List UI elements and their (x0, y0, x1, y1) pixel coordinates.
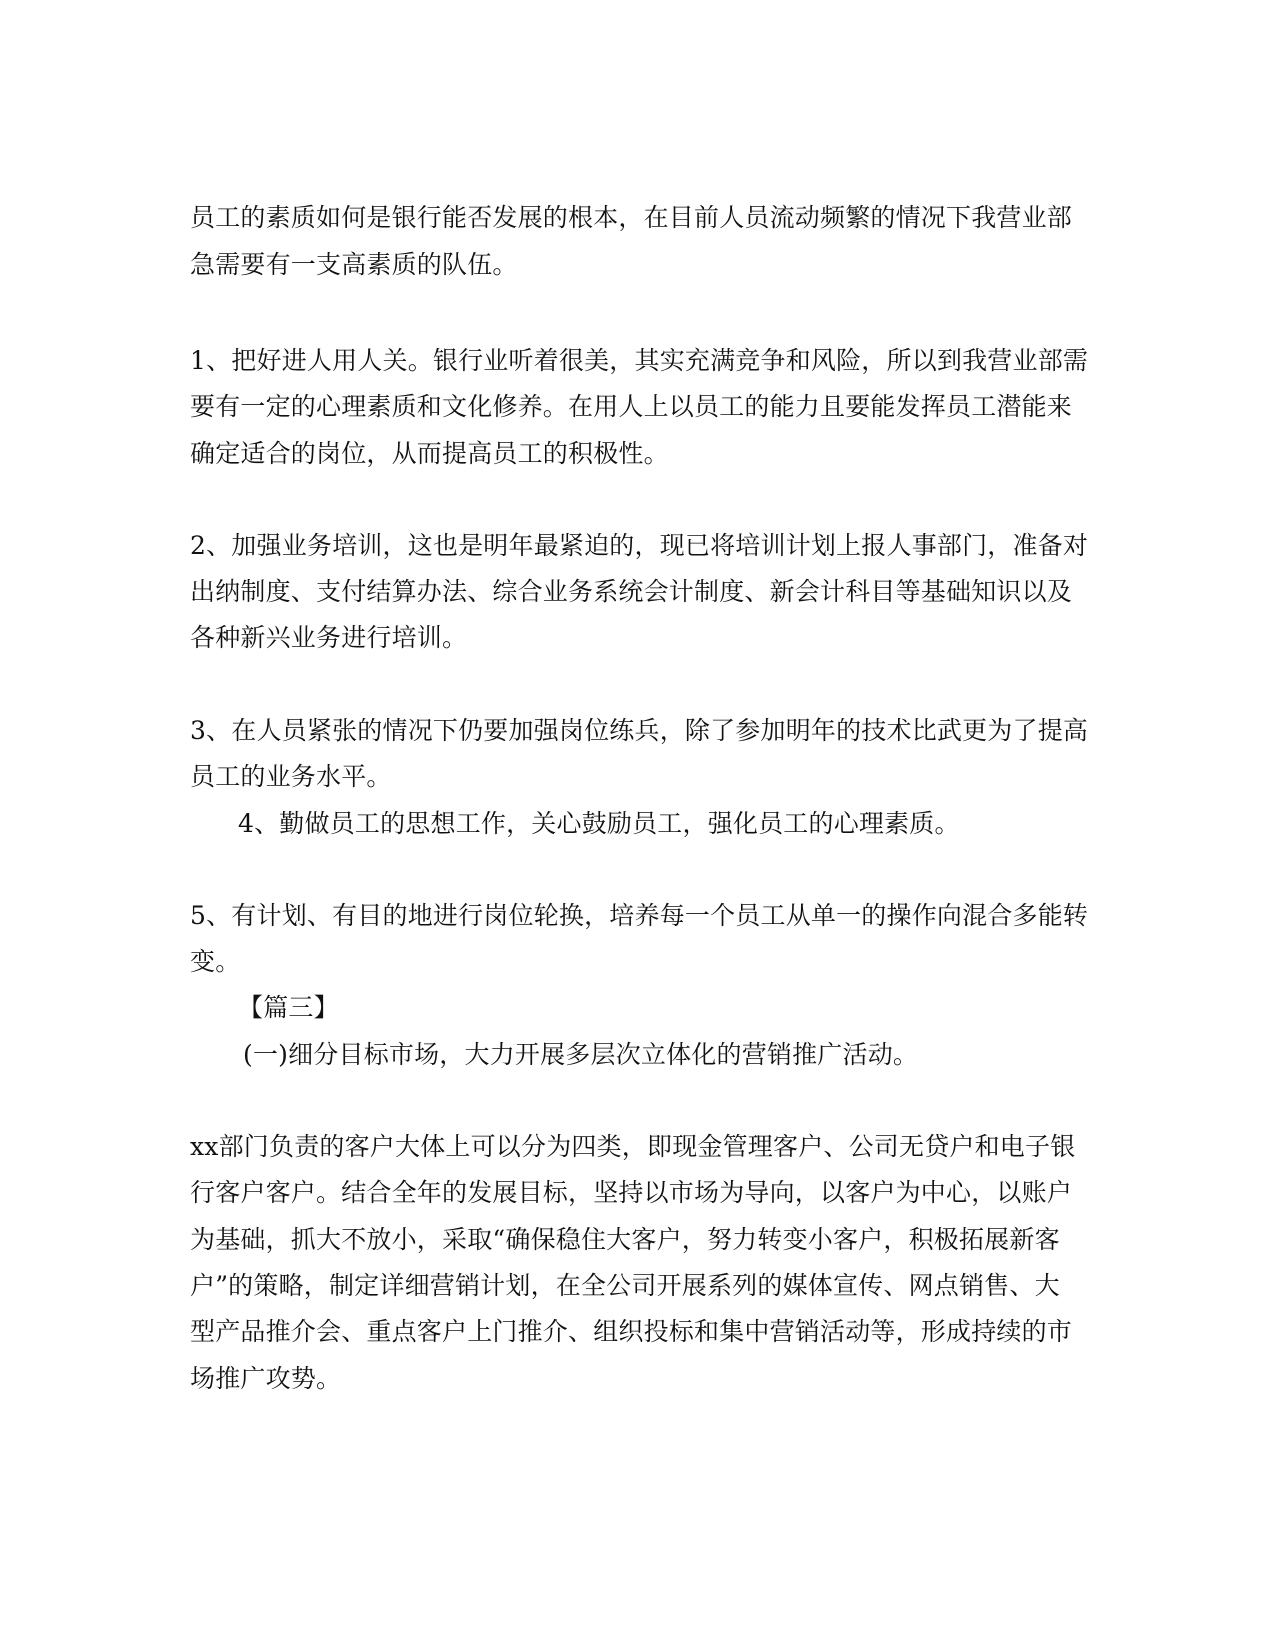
intro-line-1: 员工的素质如何是银行能否发展的根本，在目前人员流动频繁的情况下我营业部 (190, 203, 1073, 232)
item3-line-1: 3、在人员紧张的情况下仍要加强岗位练兵，除了参加明年的技术比武更为了提高 (190, 716, 1089, 745)
item1-line-1: 1、把好进人用人关。银行业听着很美，其实充满竞争和风险，所以到我营业部需 (190, 346, 1089, 375)
final-line-6: 场推广攻势。 (190, 1364, 342, 1393)
final-line-3: 为基础，抓大不放小，采取“确保稳住大客户，努力转变小客户，积极拓展新客 (190, 1225, 1060, 1254)
section-heading: 【篇三】 (238, 993, 339, 1022)
item1-line-3: 确定适合的岗位，从而提高员工的积极性。 (190, 439, 669, 468)
item2-line-3: 各种新兴业务进行培训。 (190, 623, 468, 652)
item2-line-1: 2、加强业务培训，这也是明年最紧迫的，现已将培训计划上报人事部门，准备对 (190, 531, 1089, 560)
item5-line-1: 5、有计划、有目的地进行岗位轮换，培养每一个员工从单一的操作向混合多能转 (190, 901, 1089, 930)
final-line-4: 户”的策略，制定详细营销计划，在全公司开展系列的媒体宣传、网点销售、大 (190, 1271, 1060, 1300)
final-line-2: 行客户客户。结合全年的发展目标，坚持以市场为导向，以客户为中心，以账户 (190, 1178, 1073, 1207)
item2-line-2: 出纳制度、支付结算办法、综合业务系统会计制度、新会计科目等基础知识以及 (190, 577, 1073, 606)
subheading: (一)细分目标市场，大力开展多层次立体化的营销推广活动。 (243, 1040, 919, 1069)
item5-line-2: 变。 (190, 947, 241, 976)
item4-line: 4、勤做员工的思想工作，关心鼓励员工，强化员工的心理素质。 (238, 809, 960, 838)
item1-line-2: 要有一定的心理素质和文化修养。在用人上以员工的能力且要能发挥员工潜能来 (190, 392, 1073, 421)
item3-line-2: 员工的业务水平。 (190, 762, 392, 791)
final-line-1: xx部门负责的客户大体上可以分为四类，即现金管理客户、公司无贷户和电子银 (190, 1132, 1076, 1161)
intro-line-2: 急需要有一支高素质的队伍。 (190, 250, 518, 279)
final-line-5: 型产品推介会、重点客户上门推介、组织投标和集中营销活动等，形成持续的市 (190, 1317, 1073, 1346)
